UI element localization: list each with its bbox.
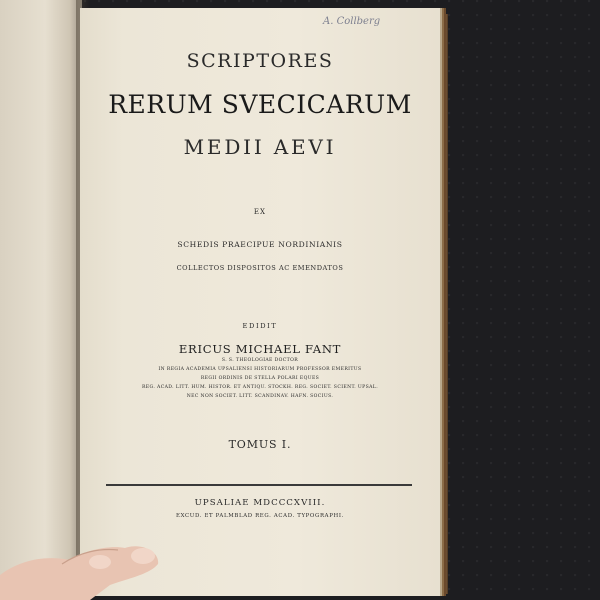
hand-icon [0, 530, 170, 600]
schedis-line: SCHEDIS PRAECIPUE NORDINIANIS [177, 240, 343, 249]
left-page [0, 0, 82, 600]
imprint-line: UPSALIAE MDCCCXVIII. [194, 498, 326, 508]
title-line-3: MEDII AEVI [183, 135, 337, 159]
ex-line: EX [253, 208, 267, 216]
editor-title-line: REGII ORDINIS DE STELLA POLARI EQUES [200, 376, 320, 381]
divider-rule [106, 484, 412, 486]
editor-title-line: S. S. THEOLOGIAE DOCTOR [221, 358, 299, 363]
title-line-2: RERUM SVECICARUM [108, 90, 412, 119]
editor-name: ERICUS MICHAEL FANT [178, 342, 342, 356]
handwritten-signature: A. Collberg [323, 16, 381, 27]
editor-title-line: REG. ACAD. LITT. HUM. HISTOR. ET ANTIQU. STOCKH. REG. SOCIET. SCIENT. UPSAL. [141, 385, 379, 390]
title-page [80, 8, 440, 596]
printer-line: EXCUD. ET PALMBLAD REG. ACAD. TYPOGRAPHI. [176, 513, 344, 519]
edidit-line: EDIDIT [242, 322, 278, 330]
title-line-1: SCRIPTORES [186, 50, 334, 72]
book-edge [440, 14, 448, 594]
editor-title-line: IN REGIA ACADEMIA UPSALIENSI HISTORIARUM PROFESSOR EMERITUS [158, 367, 362, 372]
volume-label: TOMUS I. [228, 438, 292, 451]
collectos-line: COLLECTOS DISPOSITOS AC EMENDATOS [176, 264, 344, 272]
editor-title-line: NEC NON SOCIET. LITT. SCANDINAV. HAFN. SOCIUS. [186, 394, 334, 399]
